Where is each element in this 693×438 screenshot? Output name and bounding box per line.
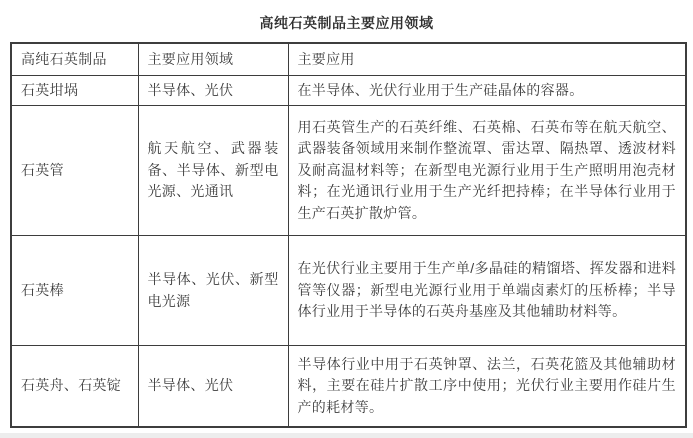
table-row: [11, 75, 686, 106]
header-cell-applications: 主要应用: [288, 43, 686, 75]
fields-cell: 半导体、光伏: [138, 75, 288, 106]
fields-cell: 半导体、光伏、新型电光源: [138, 236, 288, 346]
page-title: 高纯石英制品主要应用领域: [259, 15, 434, 31]
product-cell: 石英舟、石英锭: [11, 346, 138, 427]
table-header-row: [11, 43, 686, 75]
applications-cell: 用石英管生产的石英纤维、石英棉、石英布等在航天航空、武器装备领域用来制作整流罩、雷达罩、隔热罩、透波材料及耐高温材料等；在新型电光源行业用于生产照明用泡壳材料；在光通讯行业用于生产光纤把持棒；在半导体行业用于生产石英扩散炉管。: [288, 106, 686, 236]
fields-cell: 航天航空、武器装备、半导体、新型电光源、光通讯: [138, 106, 288, 236]
product-cell: 石英管: [11, 106, 138, 236]
header-cell-fields: 主要应用领域: [138, 43, 288, 75]
applications-cell: 半导体行业中用于石英钟罩、法兰，石英花篮及其他辅助材料，主要在硅片扩散工序中使用；光伏行业主要用作硅片生产的耗材等。: [288, 346, 686, 427]
applications-cell: 在半导体、光伏行业用于生产硅晶体的容器。: [288, 75, 686, 106]
applications-cell: 在光伏行业主要用于生产单/多晶硅的精馏塔、挥发器和进料管等仪器；新型电光源行业用于单端卤素灯的压桥棒；半导体行业用于半导体的石英舟基座及其他辅助材料等。: [288, 236, 686, 346]
product-cell: 石英坩埚: [11, 75, 138, 106]
quartz-applications-table: [10, 42, 687, 428]
table-row: [11, 346, 686, 427]
fields-cell: 半导体、光伏: [138, 346, 288, 427]
header-cell-product: 高纯石英制品: [11, 43, 138, 75]
page-bottom-edge: [0, 433, 693, 438]
product-cell: 石英棒: [11, 236, 138, 346]
table-row: [11, 106, 686, 236]
table-row: [11, 236, 686, 346]
